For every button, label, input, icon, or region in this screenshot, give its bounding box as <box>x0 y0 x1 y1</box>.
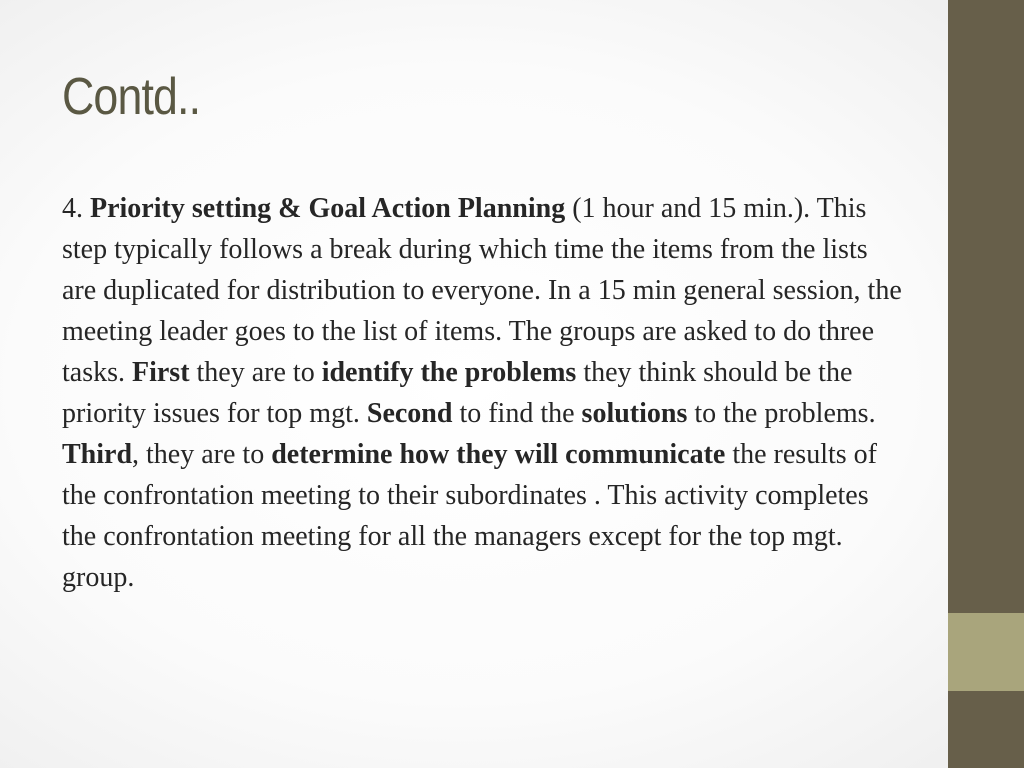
slide-body-paragraph <box>62 188 902 598</box>
body-text-segment: to the problems. <box>687 398 876 429</box>
body-text-segment: (1 hour and 15 min.). This step typically follows a break during which time the items from the lists are duplicated for distribution to everyone. In a 15 min general session, the meeting leader goes to the list of items. The groups are asked to do three tasks. <box>62 193 902 388</box>
body-text-segment: they are to <box>189 357 322 388</box>
emphasis-second: Second <box>366 398 453 429</box>
emphasis-third: Third <box>62 439 133 470</box>
item-number: 4. <box>62 193 90 224</box>
body-text-segment: to find the <box>452 398 582 429</box>
body-text-segment: they think should be the priority issues for top mgt. <box>62 357 853 429</box>
emphasis-identify-problems: identify the problems <box>321 357 577 388</box>
body-text-segment: the results of the confrontation meeting to their subordinates . This activity completes the confrontation meeting for all the managers except for the top mgt. group. <box>62 439 877 593</box>
slide-title: Contd.. <box>62 68 201 126</box>
body-text-segment: , they are to <box>132 439 272 470</box>
emphasis-first: First <box>132 357 190 388</box>
item-heading: Priority setting & Goal Action Planning <box>90 193 566 224</box>
decorative-sidebar-accent <box>948 613 1024 691</box>
emphasis-determine-communication: determine how they will communicate <box>271 439 726 470</box>
emphasis-solutions: solutions <box>581 398 688 429</box>
